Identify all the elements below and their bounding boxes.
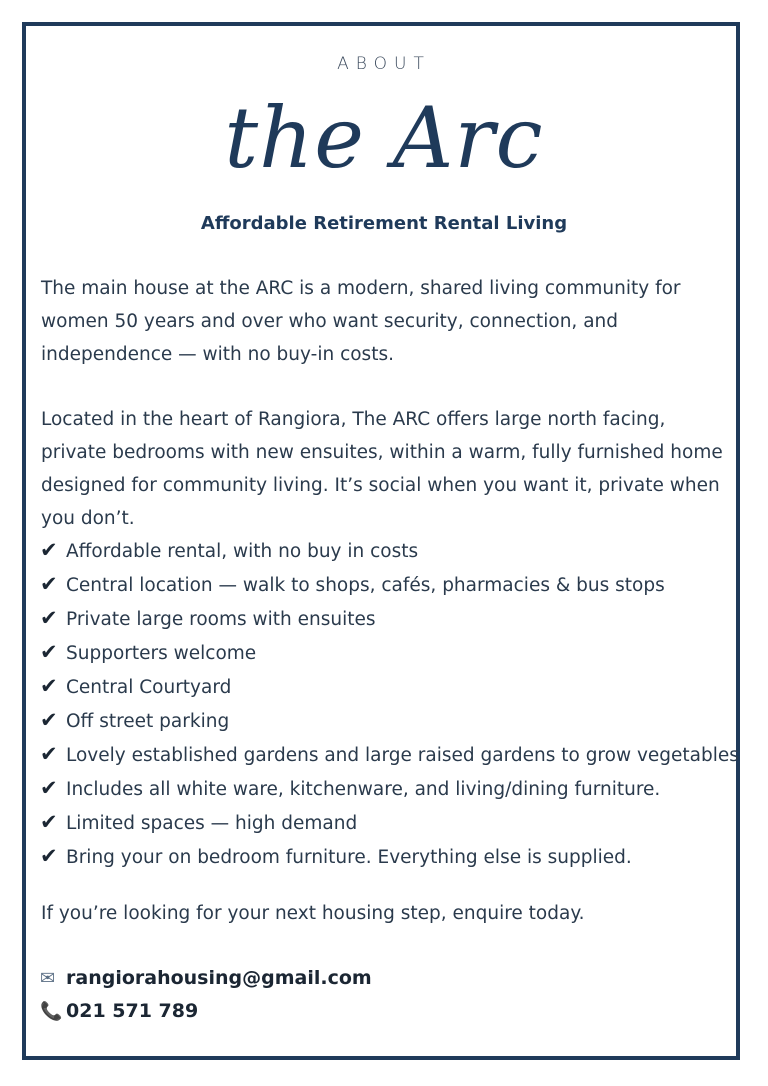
email-contact: [40, 964, 372, 993]
feature-item: [40, 772, 740, 806]
checkmark-icon: ✔: [40, 538, 58, 562]
feature-text: Supporters welcome: [66, 643, 257, 664]
checkmark-icon: ✔: [40, 674, 58, 698]
feature-item: [40, 568, 740, 602]
feature-item: [40, 840, 740, 874]
checkmark-icon: ✔: [40, 742, 58, 766]
feature-item: [40, 806, 740, 840]
section-kicker: ABOUT: [337, 54, 431, 74]
feature-item: [40, 636, 740, 670]
closing-paragraph: If you’re looking for your next housing step, enquire today.: [41, 903, 585, 924]
feature-item: [40, 670, 740, 704]
phone-contact: [40, 997, 198, 1026]
feature-item: [40, 738, 740, 772]
features-list: [40, 534, 740, 874]
phone-number[interactable]: 021 571 789: [66, 1000, 199, 1022]
feature-text: Includes all white ware, kitchenware, and living/dining furniture.: [66, 779, 661, 800]
intro-paragraph-1: The main house at the ARC is a modern, shared living community for women 50 years and over who want security, connection, and independence — with no buy-in costs.: [41, 278, 681, 365]
feature-text: Private large rooms with ensuites: [66, 609, 376, 630]
checkmark-icon: ✔: [40, 810, 58, 834]
page-subtitle: Affordable Retirement Rental Living: [200, 213, 568, 234]
envelope-icon: ✉: [40, 968, 56, 989]
feature-item: [40, 704, 740, 738]
checkmark-icon: ✔: [40, 640, 58, 664]
checkmark-icon: ✔: [40, 708, 58, 732]
checkmark-icon: ✔: [40, 844, 58, 868]
phone-icon: 📞: [40, 1001, 63, 1022]
page-title: the Arc: [224, 89, 544, 187]
feature-text: Off street parking: [66, 711, 230, 732]
checkmark-icon: ✔: [40, 776, 58, 800]
feature-item: [40, 602, 740, 636]
feature-text: Lovely established gardens and large raised gardens to grow vegetables: [66, 745, 739, 766]
feature-text: Affordable rental, with no buy in costs: [66, 541, 419, 562]
feature-text: Bring your on bedroom furniture. Everything else is supplied.: [66, 847, 632, 868]
checkmark-icon: ✔: [40, 572, 58, 596]
checkmark-icon: ✔: [40, 606, 58, 630]
intro-paragraph-2: Located in the heart of Rangiora, The ARC offers large north facing, private bedrooms with new ensuites, within a warm, fully furnished home designed for community living. It’s social when you want it, private when you don’t.: [41, 409, 723, 529]
feature-item: [40, 534, 740, 568]
email-address[interactable]: rangiorahousing@gmail.com: [66, 967, 372, 989]
feature-text: Central location — walk to shops, cafés, pharmacies & bus stops: [66, 575, 665, 596]
feature-text: Limited spaces — high demand: [66, 813, 358, 834]
feature-text: Central Courtyard: [66, 677, 232, 698]
